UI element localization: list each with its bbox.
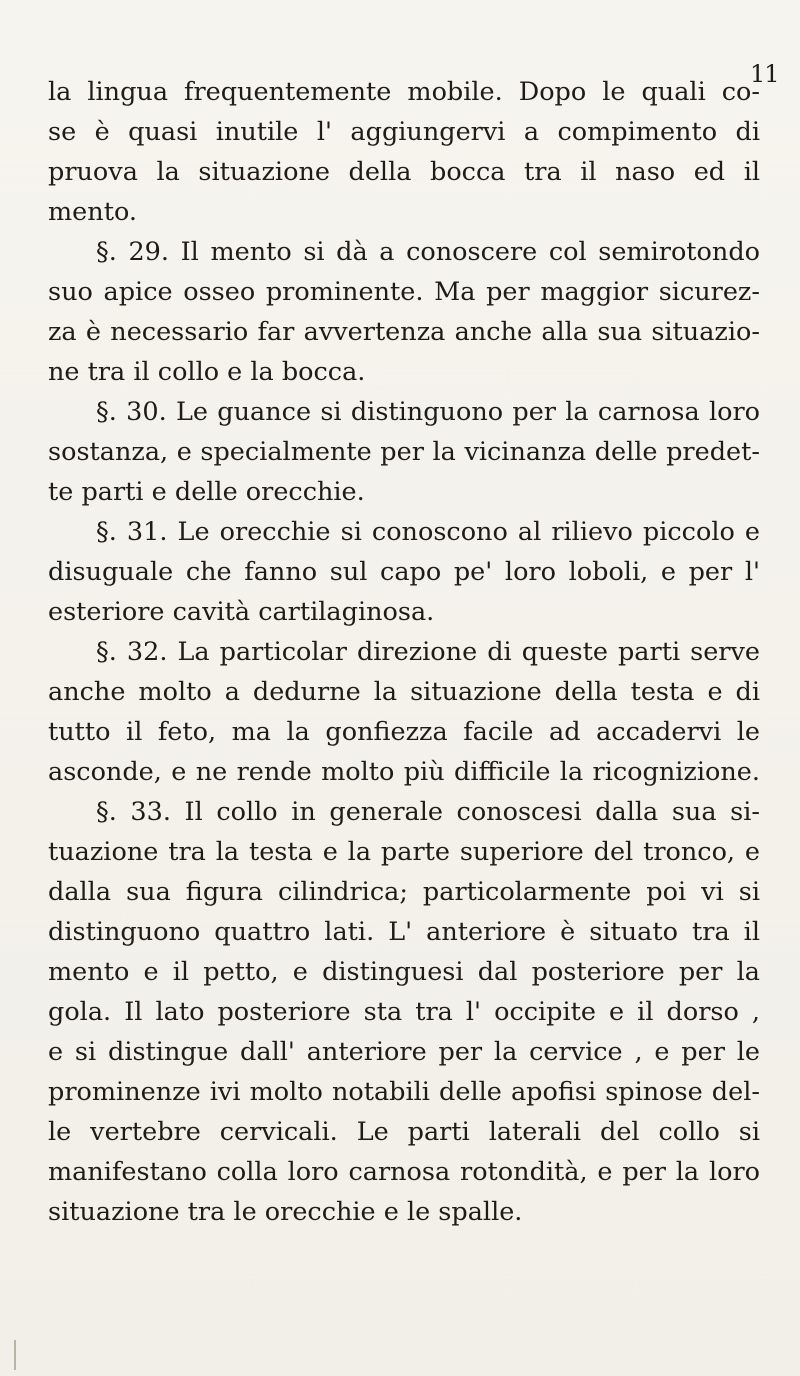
text-line: le vertebre cervicali. Le parti laterali del collo si xyxy=(48,1117,760,1147)
text-line: tutto il feto, ma la gonfiezza facile ad accadervi le xyxy=(48,717,760,747)
body-text xyxy=(48,72,760,1232)
text-line: asconde, e ne rende molto più difficile la ricognizione. xyxy=(48,757,760,787)
text-line: se è quasi inutile l' aggiungervi a compimento di xyxy=(48,117,760,147)
section-33-start: §. 33. Il collo in generale conoscesi dalla sua si- xyxy=(96,797,760,827)
text-line: suo apice osseo prominente. Ma per maggior sicurez- xyxy=(48,277,760,307)
text-line: distinguono quattro lati. L' anteriore è situato tra il xyxy=(48,917,760,947)
section-32-start: §. 32. La particolar direzione di queste parti serve xyxy=(96,637,760,667)
text-line: anche molto a dedurne la situazione della testa e di xyxy=(48,677,760,707)
text-line: mento e il petto, e distinguesi dal posteriore per la xyxy=(48,957,760,987)
section-29-start: §. 29. Il mento si dà a conoscere col semirotondo xyxy=(96,237,760,267)
text-line: pruova la situazione della bocca tra il naso ed il xyxy=(48,157,760,187)
text-line: tuazione tra la testa e la parte superiore del tronco, e xyxy=(48,837,760,867)
text-line: sostanza, e specialmente per la vicinanza delle predet- xyxy=(48,437,760,467)
text-line: disuguale che fanno sul capo pe' loro loboli, e per l' xyxy=(48,557,760,587)
text-line: la lingua frequentemente mobile. Dopo le quali co- xyxy=(48,77,760,107)
text-line: dalla sua figura cilindrica; particolarmente poi vi si xyxy=(48,877,760,907)
text-line: manifestano colla loro carnosa rotondità, e per la loro xyxy=(48,1157,760,1187)
page-number: 11 xyxy=(750,60,779,88)
text-line: situazione tra le orecchie e le spalle. xyxy=(48,1197,523,1227)
text-line: ne tra il collo e la bocca. xyxy=(48,357,366,387)
text-line: gola. Il lato posteriore sta tra l' occipite e il dorso , xyxy=(48,997,760,1027)
text-line: esteriore cavità cartilaginosa. xyxy=(48,597,435,627)
text-line: prominenze ivi molto notabili delle apofisi spinose del- xyxy=(48,1077,760,1107)
text-line: e si distingue dall' anteriore per la cervice , e per le xyxy=(48,1037,760,1067)
section-30-start: §. 30. Le guance si distinguono per la carnosa loro xyxy=(96,397,760,427)
section-31-start: §. 31. Le orecchie si conoscono al rilievo piccolo e xyxy=(96,517,760,547)
text-line: za è necessario far avvertenza anche alla sua situazio- xyxy=(48,317,760,347)
text-line: te parti e delle orecchie. xyxy=(48,477,365,507)
text-line: mento. xyxy=(48,197,137,227)
scan-edge-mark xyxy=(14,1340,16,1370)
